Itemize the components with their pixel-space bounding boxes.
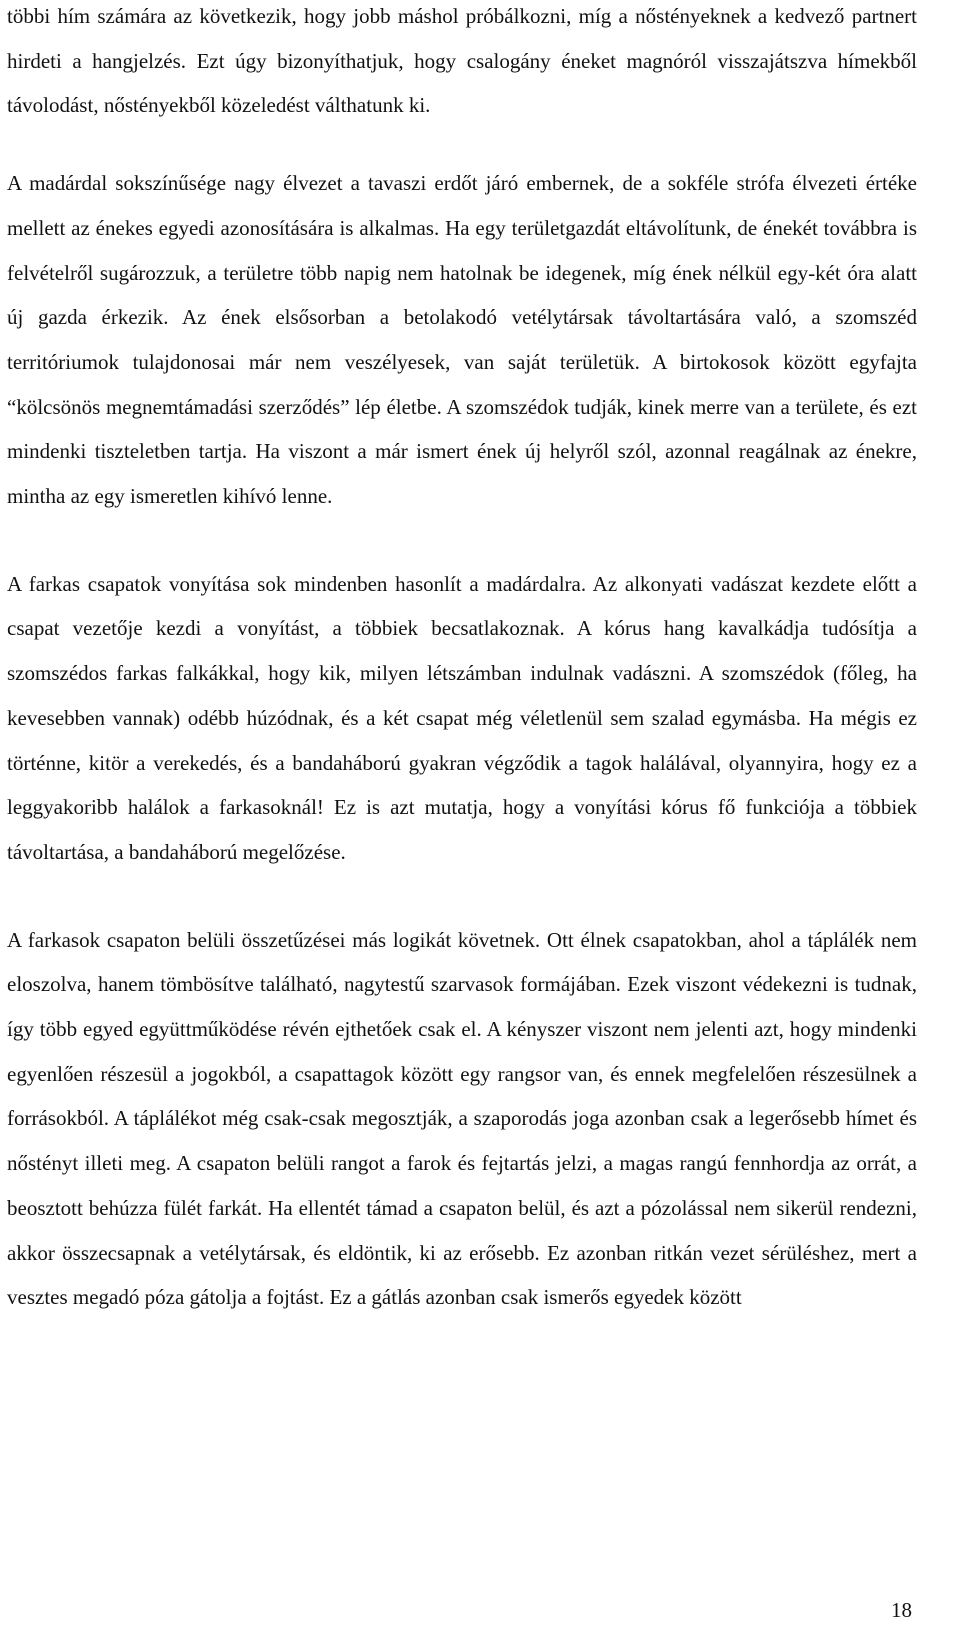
paragraph-3: A farkas csapatok vonyítása sok mindenben hasonlít a madárdalra. Az alkonyati vadászat kezdete előtt a csapat vezetője kezdi a vonyítást, a többiek becsatlakoznak. A kórus hang kavalkádja tudósítja a szomszédos farkas falkákkal, hogy kik, milyen létszámban indulnak vadászni. A szomszédok (főleg, ha kevesebben vannak) odébb húzódnak, és a két csapat még véletlenül sem szalad egymásba. Ha mégis ez történne, kitör a verekedés, és a bandaháború gyakran végződik a tagok halálával, olyannyira, hogy ez a leggyakoribb halálok a farkasoknál! Ez is azt mutatja, hogy a vonyítási kórus fő funkciója a többiek távoltartása, a bandaháború megelőzése. (7, 571, 917, 864)
paragraph-4: A farkasok csapaton belüli összetűzései más logikát követnek. Ott élnek csapatokban, ahol a táplálék nem eloszolva, hanem tömbösítve található, nagytestű szarvasok formájában. Ezek viszont védekezni is tudnak, így több egyed együttműködése révén ejthetőek csak el. A kényszer viszont nem jelenti azt, hogy mindenki egyenlően részesül a jogokból, a csapattagok között egy rangsor van, és ennek megfelelően részesülnek a forrásokból. A táplálékot még csak-csak megosztják, a szaporodás joga azonban csak a legerősebb hímet és nőstényt illeti meg. A csapaton belüli rangot a farok és fejtartás jelzi, a magas rangú fennhordja az orrát, a beosztott behúzza fülét farkát. Ha ellentét támad a csapaton belül, és azt a pózolással nem sikerül rendezni, akkor összecsapnak a vetélytársak, és eldöntik, ki az erősebb. Ez azonban ritkán vezet sérüléshez, mert a vesztes megadó póza gátolja a fojtást. Ez a gátlás azonban csak ismerős egyedek között (7, 927, 917, 1310)
paragraph-1: többi hím számára az következik, hogy jobb máshol próbálkozni, míg a nőstényeknek a kedvező partnert hirdeti a hangjelzés. Ezt úgy bizonyíthatjuk, hogy csalogány éneket magnóról visszajátszva hímekből távolodást, nőstényekből közeledést válthatunk ki. (7, 4, 917, 118)
document-page (7, 0, 917, 1320)
page-number: 18 (891, 1598, 912, 1622)
paragraph-2: A madárdal sokszínűsége nagy élvezet a tavaszi erdőt járó embernek, de a sokféle strófa élvezeti értéke mellett az énekes egyedi azonosítására is alkalmas. Ha egy területgazdát eltávolítunk, de énekét továbbra is felvételről sugározzuk, a területre több napig nem hatolnak be idegenek, míg ének nélkül egy-két óra alatt új gazda érkezik. Az ének elsősorban a betolakodó vetélytársak távoltartására való, a szomszéd territóriumok tulajdonosai már nem veszélyesek, van saját területük. A birtokosok között egyfajta “kölcsönös megnemtámadási szerződés” lép életbe. A szomszédok tudják, kinek merre van a területe, és ezt mindenki tiszteletben tartja. Ha viszont a már ismert ének új helyről szól, azonnal reagálnak az énekre, mintha az egy ismeretlen kihívó lenne. (7, 171, 917, 509)
